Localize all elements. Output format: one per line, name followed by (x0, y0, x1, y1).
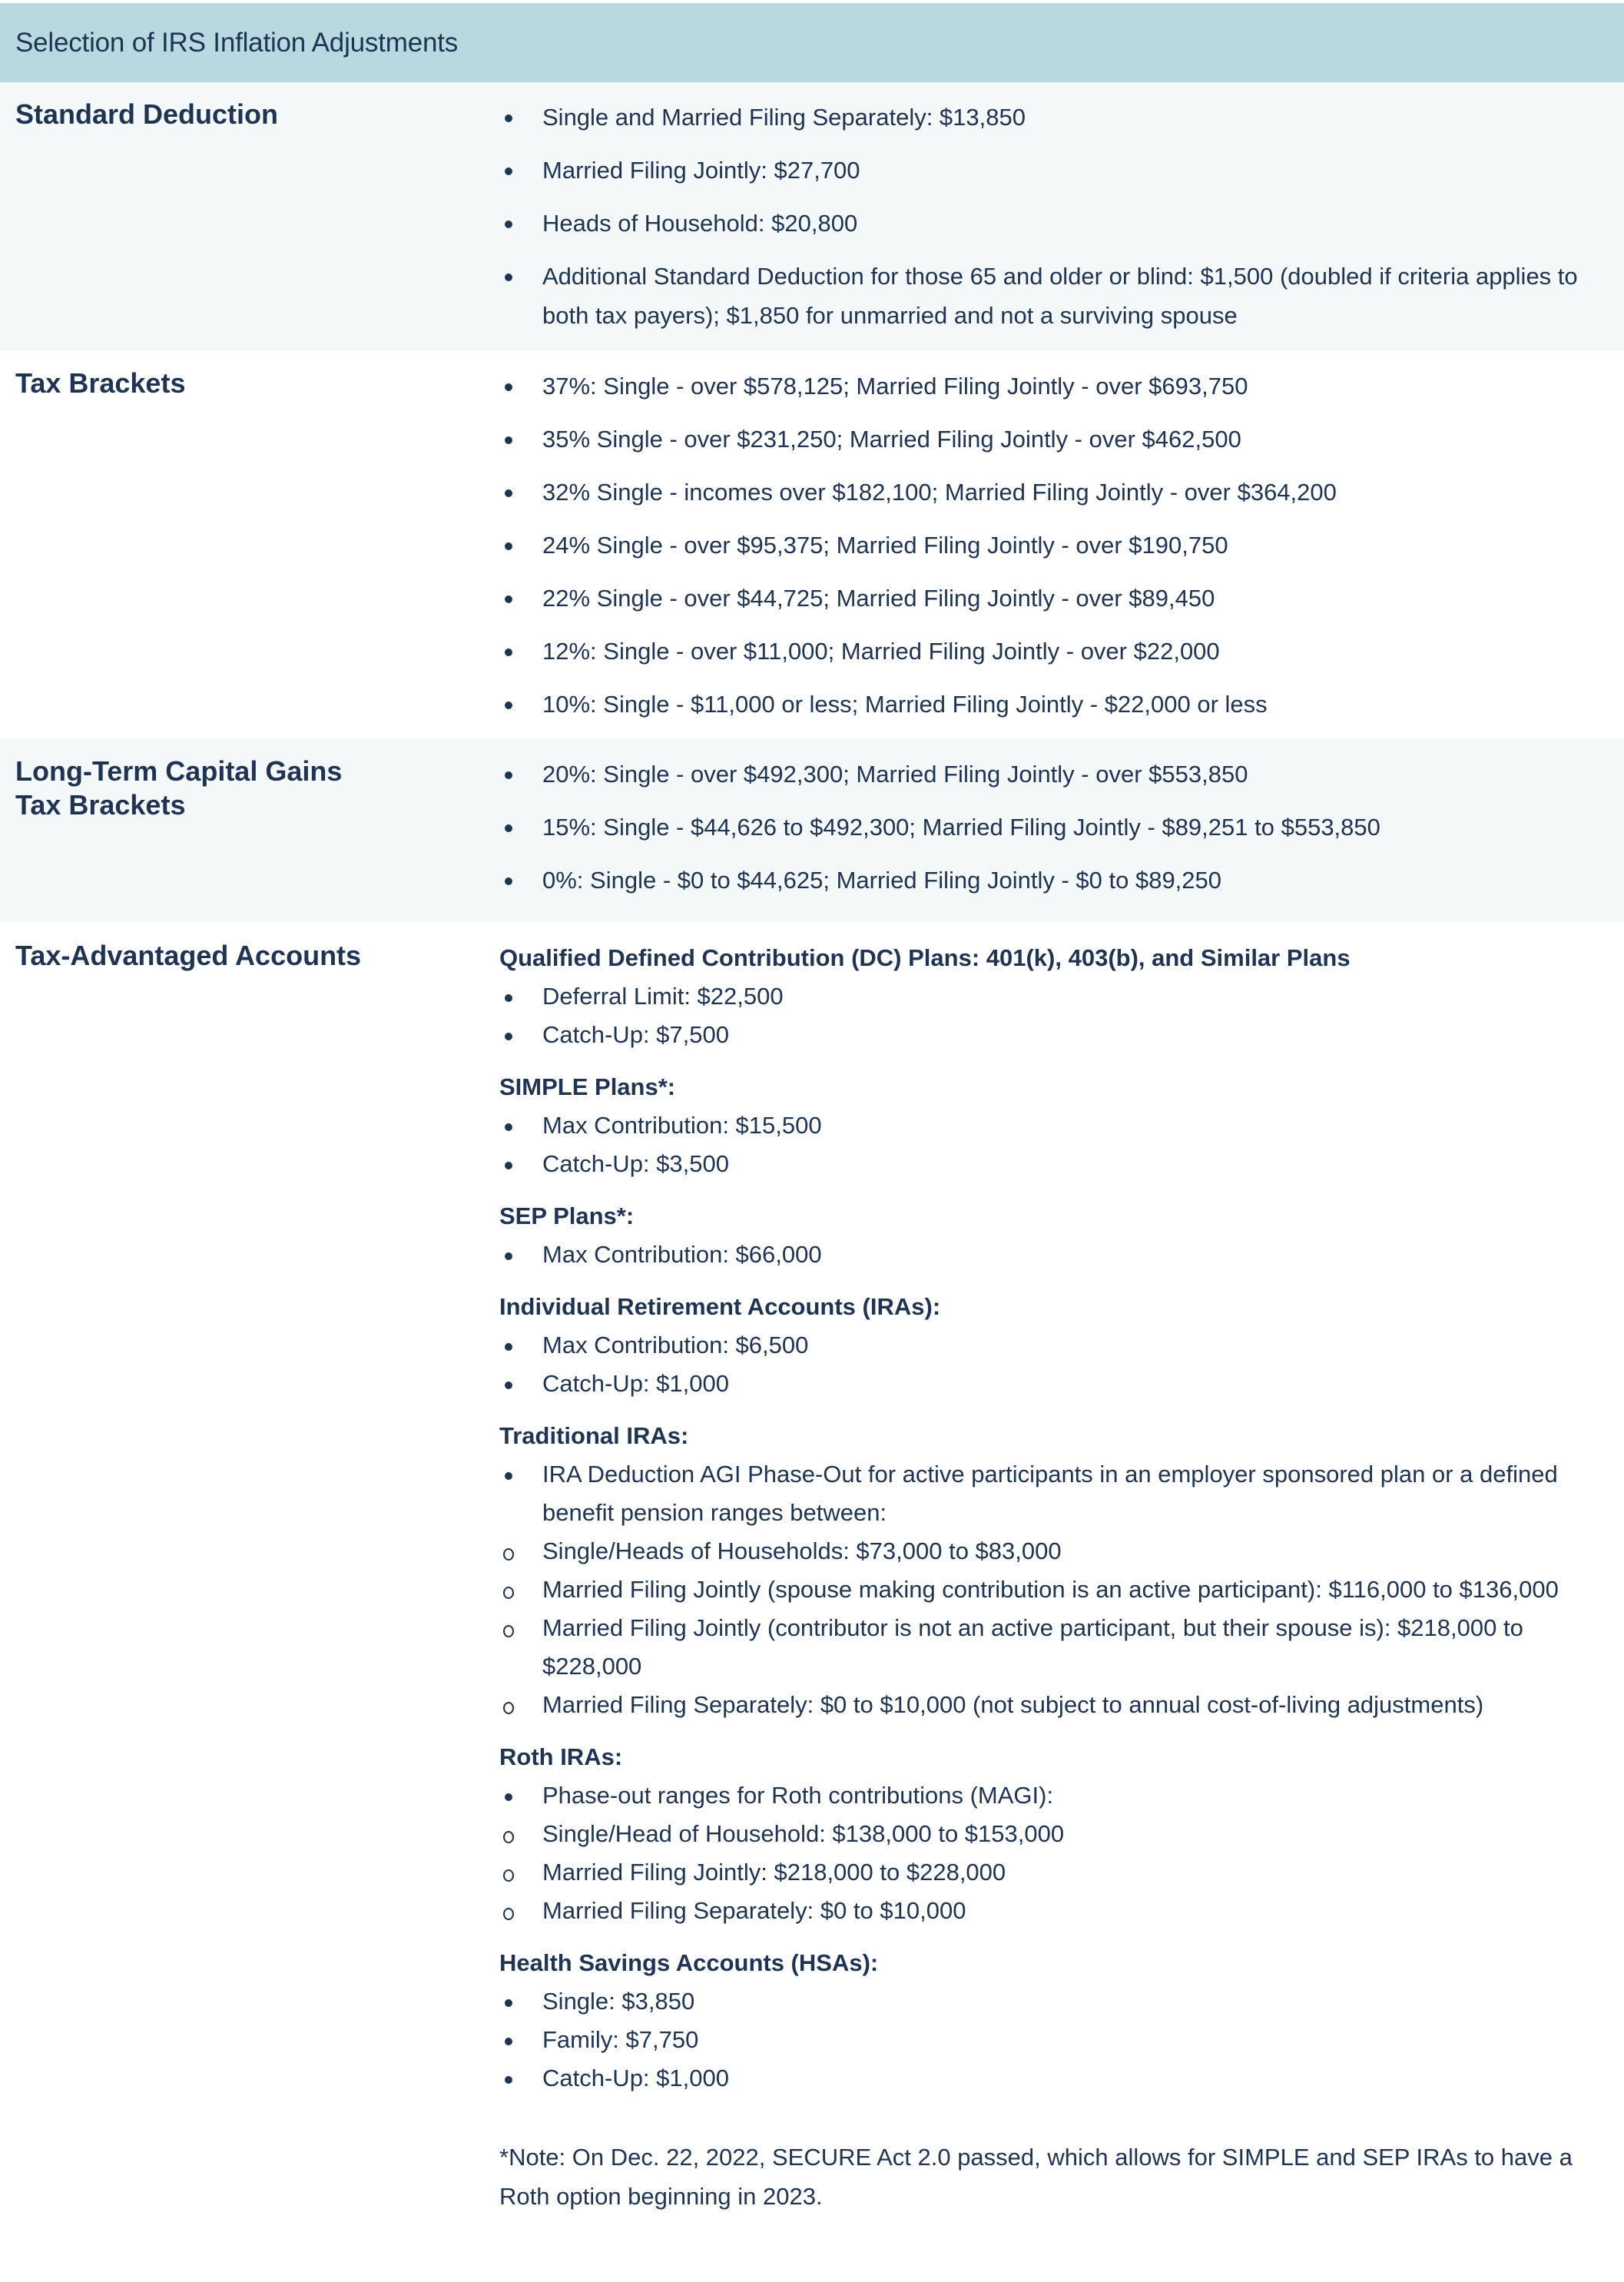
row-content (499, 939, 1624, 2216)
row-long-term-capital-gains (0, 739, 1624, 922)
table-title: Selection of IRS Inflation Adjustments (15, 27, 459, 58)
list-item: 20%: Single - over $492,300; Married Filing Jointly - over $553,850 (542, 761, 1248, 788)
list-item: Additional Standard Deduction for those 65 and older or blind: $1,500 (doubled if criteria applies to both tax payers); $1,850 for unmarried and not a surviving spouse (542, 263, 1578, 329)
group-list (499, 1106, 1609, 1183)
list-item: Family: $7,750 (542, 2026, 699, 2053)
list-item: 32% Single - incomes over $182,100; Married Filing Jointly - over $364,200 (542, 479, 1337, 506)
list-item: Catch-Up: $7,500 (542, 1021, 729, 1048)
list-item: 10%: Single - $11,000 or less; Married Filing Jointly - $22,000 or less (542, 691, 1268, 718)
row-label: Tax Brackets (15, 367, 186, 399)
row-label: Tax-Advantaged Accounts (15, 940, 362, 971)
group-list (499, 1236, 1609, 1274)
sub-list-item: Single/Heads of Households: $73,000 to $83,000 (542, 1537, 1062, 1564)
table-header (0, 3, 1624, 82)
row-label: Standard Deduction (15, 98, 279, 130)
list-item: 22% Single - over $44,725; Married Filing Jointly - over $89,450 (542, 585, 1215, 612)
row-content (499, 755, 1624, 922)
group-heading: Health Savings Accounts (HSAs): (499, 1949, 879, 1976)
group-list (499, 977, 1609, 1054)
list-item: Max Contribution: $15,500 (542, 1112, 822, 1139)
row-content (499, 367, 1624, 739)
list-item: Single: $3,850 (542, 1988, 695, 2015)
row-tax-advantaged-accounts (0, 922, 1624, 2216)
row-content (499, 98, 1624, 351)
row-standard-deduction (0, 82, 1624, 351)
list-item: 15%: Single - $44,626 to $492,300; Married Filing Jointly - $89,251 to $553,850 (542, 814, 1380, 841)
list-item: 24% Single - over $95,375; Married Filing Jointly - over $190,750 (542, 532, 1228, 559)
group-qualified-dc-plans (499, 939, 1609, 1054)
list-item: 12%: Single - over $11,000; Married Filing Jointly - over $22,000 (542, 638, 1220, 665)
group-heading: Individual Retirement Accounts (IRAs): (499, 1293, 941, 1320)
sub-list-item: Married Filing Jointly (spouse making contribution is an active participant): $116,000 to $136,000 (542, 1576, 1559, 1603)
group-heading: Qualified Defined Contribution (DC) Plans: 401(k), 403(b), and Similar Plans (499, 944, 1351, 971)
sub-list-item: Married Filing Separately: $0 to $10,000 (not subject to annual cost-of-living adjustments) (542, 1691, 1484, 1718)
row-label: Long-Term Capital Gains Tax Brackets (15, 755, 343, 821)
list-item: Phase-out ranges for Roth contributions (MAGI): (542, 1782, 1054, 1809)
capital-gains-list (499, 755, 1609, 900)
group-heading: SEP Plans*: (499, 1202, 635, 1229)
group-heading: Roth IRAs: (499, 1743, 623, 1770)
group-list (499, 1326, 1609, 1403)
group-hsas (499, 1944, 1609, 2098)
list-item: Max Contribution: $66,000 (542, 1241, 822, 1268)
row-tax-brackets (0, 351, 1624, 739)
list-item: Catch-Up: $3,500 (542, 1150, 729, 1177)
sub-list-item: Single/Head of Household: $138,000 to $153,000 (542, 1820, 1065, 1847)
group-iras (499, 1288, 1609, 1403)
list-item: 35% Single - over $231,250; Married Filing Jointly - over $462,500 (542, 426, 1241, 453)
list-item: Deferral Limit: $22,500 (542, 983, 784, 1010)
footnote: *Note: On Dec. 22, 2022, SECURE Act 2.0 passed, which allows for SIMPLE and SEP IRAs to have a Roth option beginning in 2023. (499, 2144, 1573, 2210)
group-list (499, 1455, 1609, 1724)
group-roth-iras (499, 1738, 1609, 1930)
list-item: 37%: Single - over $578,125; Married Filing Jointly - over $693,750 (542, 373, 1248, 400)
group-list (499, 1982, 1609, 2098)
list-item: IRA Deduction AGI Phase-Out for active participants in an employer sponsored plan or a defined benefit pension ranges between: (542, 1461, 1558, 1526)
list-item: Married Filing Jointly: $27,700 (542, 157, 860, 184)
sub-list-item: Married Filing Separately: $0 to $10,000 (542, 1897, 966, 1924)
list-item: Heads of Household: $20,800 (542, 210, 858, 237)
group-traditional-iras (499, 1417, 1609, 1724)
standard-deduction-list (499, 98, 1609, 335)
tax-brackets-list (499, 367, 1609, 724)
group-sep-plans (499, 1197, 1609, 1274)
list-item: Max Contribution: $6,500 (542, 1332, 809, 1358)
group-heading: Traditional IRAs: (499, 1422, 689, 1449)
sub-list-item: Married Filing Jointly: $218,000 to $228,000 (542, 1859, 1006, 1886)
group-simple-plans (499, 1068, 1609, 1183)
group-heading: SIMPLE Plans*: (499, 1073, 676, 1100)
list-item: Catch-Up: $1,000 (542, 1370, 729, 1397)
list-item: Single and Married Filing Separately: $13,850 (542, 104, 1026, 131)
sub-list-item: Married Filing Jointly (contributor is not an active participant, but their spouse is): $218,000 to $228,000 (542, 1614, 1523, 1680)
group-list (499, 1776, 1609, 1930)
list-item: 0%: Single - $0 to $44,625; Married Filing Jointly - $0 to $89,250 (542, 867, 1222, 894)
list-item: Catch-Up: $1,000 (542, 2065, 729, 2091)
